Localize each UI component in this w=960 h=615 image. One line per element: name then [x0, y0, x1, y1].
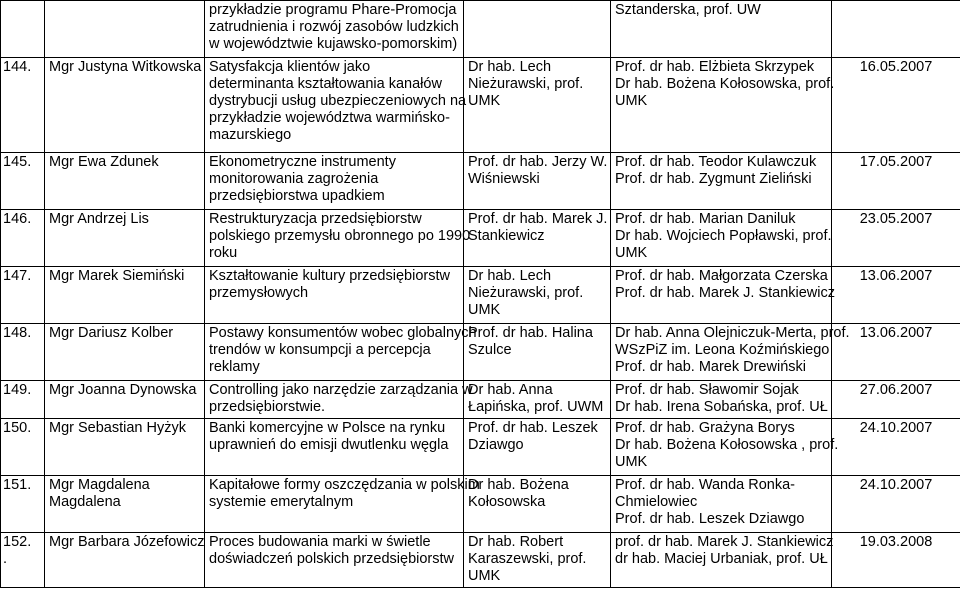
candidate-name-cell: [45, 210, 205, 267]
cell-text-line: Prof. dr hab. Zygmunt Zieliński: [615, 171, 812, 187]
table-row: [1, 476, 960, 533]
cell-text-line: Prof. dr hab. Halina: [468, 325, 593, 341]
cell-text-line: Sztanderska, prof. UW: [615, 2, 761, 18]
cell-text-line: Prof. dr hab. Elżbieta Skrzypek: [615, 59, 815, 75]
row-number-cell: [1, 324, 45, 381]
reviewers-cell: [611, 1, 832, 58]
candidate-name-cell: [45, 153, 205, 210]
cell-text-line: Dr hab. Wojciech Popławski, prof.: [615, 228, 832, 244]
row-number-cell: [1, 476, 45, 533]
cell-text-line: Mgr Magdalena: [49, 477, 150, 493]
defense-date-cell: [832, 324, 960, 381]
cell-text-line: Mgr Marek Siemiński: [49, 268, 185, 284]
cell-text-line: Satysfakcja klientów jako: [209, 59, 371, 75]
promoter-cell: [464, 533, 611, 588]
cell-text-line: [3, 2, 40, 19]
cell-text-line: Prof. dr hab. Jerzy W.: [468, 154, 608, 170]
promoter-cell: [464, 419, 611, 476]
table-row: [1, 533, 960, 588]
cell-text-line: UMK: [615, 245, 648, 261]
reviewers-cell: [611, 267, 835, 324]
defense-date-cell: [832, 533, 960, 588]
cell-text-line: Chmielowiec: [615, 494, 698, 510]
cell-text-line: Prof. dr hab. Marek J. Stankiewicz: [615, 285, 835, 301]
cell-text-line: Ekonometryczne instrumenty: [209, 154, 396, 170]
cell-text-line: Prof. dr hab. Teodor Kulawczuk: [615, 154, 817, 170]
thesis-topic-cell: [205, 476, 480, 533]
defense-date-cell: [832, 267, 960, 324]
candidate-name-cell: [45, 58, 205, 153]
cell-text-line: Prof. dr hab. Sławomir Sojak: [615, 382, 799, 398]
candidate-name-cell: [45, 476, 205, 533]
cell-text-line: dr hab. Maciej Urbaniak, prof. UŁ: [615, 551, 828, 567]
candidate-name-cell: [45, 419, 205, 476]
cell-text-line: WSzPiZ im. Leona Koźmińskiego: [615, 342, 830, 358]
cell-text-line: zatrudnienia i rozwój zasobów ludzkich: [209, 19, 459, 35]
cell-text-line: Dr hab. Anna: [468, 382, 553, 398]
cell-text-line: Wiśniewski: [468, 171, 540, 187]
cell-text-line: przykładzie programu Phare-Promocja: [209, 2, 457, 18]
defense-date-cell: [832, 210, 960, 267]
candidate-name-cell: [45, 1, 205, 58]
cell-text-line: Controlling jako narzędzie zarządzania w: [209, 382, 473, 398]
reviewers-cell: [611, 419, 839, 476]
cell-text-line: Szulce: [468, 342, 512, 358]
cell-text-line: Dr hab. Bożena: [468, 477, 569, 493]
cell-text-line: 145.: [3, 154, 32, 170]
defense-date-cell: [832, 381, 960, 419]
cell-text-line: UMK: [615, 93, 648, 109]
cell-text-line: [836, 2, 956, 19]
cell-text-line: 19.03.2008: [859, 534, 933, 550]
cell-text-line: UMK: [615, 454, 648, 470]
cell-text-line: Karaszewski, prof.: [468, 551, 587, 567]
cell-text-line: Prof. dr hab. Marek Drewiński: [615, 359, 806, 375]
reviewers-cell: [611, 324, 850, 381]
cell-text-line: Mgr Sebastian Hyżyk: [49, 420, 186, 436]
row-number-cell: [1, 533, 45, 588]
promoter-cell: [464, 381, 611, 419]
cell-text-line: prof. dr hab. Marek J. Stankiewicz: [615, 534, 834, 550]
cell-text-line: doświadczeń polskich przedsiębiorstw: [209, 551, 455, 567]
cell-text-line: przedsiębiorstwie.: [209, 399, 326, 415]
row-number-cell: [1, 419, 45, 476]
cell-text-line: Mgr Ewa Zdunek: [49, 154, 159, 170]
cell-text-line: dystrybucji usług ubezpieczeniowych na: [209, 93, 467, 109]
row-number-cell: [1, 381, 45, 419]
promoter-cell: [464, 153, 611, 210]
row-number-cell: [1, 58, 45, 153]
defense-date-cell: [832, 419, 960, 476]
cell-text-line: mazurskiego: [209, 127, 292, 143]
defense-date-cell: [832, 58, 960, 153]
table-row: [1, 210, 960, 267]
cell-text-line: Prof. dr hab. Małgorzata Czerska: [615, 268, 828, 284]
cell-text-line: roku: [209, 245, 238, 261]
cell-text-line: Dr hab. Anna Olejniczuk-Merta, prof.: [615, 325, 850, 341]
cell-text-line: Mgr Andrzej Lis: [49, 211, 149, 227]
cell-text-line: 148.: [3, 325, 32, 341]
cell-text-line: [49, 2, 200, 19]
cell-text-line: trendów w konsumpcji a percepcja: [209, 342, 431, 358]
cell-text-line: systemie emerytalnym: [209, 494, 354, 510]
row-number-cell: [1, 1, 45, 58]
cell-text-line: Kapitałowe formy oszczędzania w polskim: [209, 477, 480, 493]
cell-text-line: Kołosowska: [468, 494, 546, 510]
defense-date-cell: [832, 1, 960, 58]
cell-text-line: UMK: [468, 302, 501, 318]
promoter-cell: [464, 58, 611, 153]
cell-text-line: reklamy: [209, 359, 260, 375]
promoter-cell: [464, 210, 611, 267]
promoter-cell: [464, 1, 611, 58]
defense-date-cell: [832, 153, 960, 210]
cell-text-line: 144.: [3, 59, 32, 75]
thesis-topic-cell: [205, 267, 464, 324]
thesis-topic-cell: [205, 58, 467, 153]
table-row: [1, 381, 960, 419]
cell-text-line: 152.: [3, 534, 32, 550]
promoter-cell: [464, 267, 611, 324]
cell-text-line: Mgr Justyna Witkowska: [49, 59, 202, 75]
cell-text-line: 16.05.2007: [859, 59, 933, 75]
cell-text-line: 146.: [3, 211, 32, 227]
cell-text-line: 151.: [3, 477, 32, 493]
cell-text-line: monitorowania zagrożenia: [209, 171, 379, 187]
cell-text-line: 150.: [3, 420, 32, 436]
row-number-cell: [1, 153, 45, 210]
row-number-cell: [1, 267, 45, 324]
reviewers-cell: [611, 153, 832, 210]
cell-text-line: uprawnień do emisji dwutlenku węgla: [209, 437, 449, 453]
cell-text-line: 13.06.2007: [859, 325, 933, 341]
cell-text-line: Prof. dr hab. Marian Daniluk: [615, 211, 796, 227]
cell-text-line: Prof. dr hab. Leszek Dziawgo: [615, 511, 805, 527]
cell-text-line: Dr hab. Irena Sobańska, prof. UŁ: [615, 399, 828, 415]
candidate-name-cell: [45, 381, 205, 419]
promoter-cell: [464, 476, 611, 533]
promoter-cell: [464, 324, 611, 381]
defense-date-cell: [832, 476, 960, 533]
cell-text-line: 24.10.2007: [859, 477, 933, 493]
table-row: [1, 419, 960, 476]
row-number-cell: [1, 210, 45, 267]
candidate-name-cell: [45, 533, 205, 588]
cell-text-line: 149.: [3, 382, 32, 398]
cell-text-line: 24.10.2007: [859, 420, 933, 436]
cell-text-line: Mgr Joanna Dynowska: [49, 382, 197, 398]
cell-text-line: 27.06.2007: [859, 382, 933, 398]
cell-text-line: Dr hab. Lech: [468, 59, 552, 75]
cell-text-line: Stankiewicz: [468, 228, 545, 244]
thesis-topic-cell: [205, 1, 464, 58]
cell-text-line: Mgr Barbara Józefowicz: [49, 534, 205, 550]
reviewers-cell: [611, 533, 832, 588]
cell-text-line: Kształtowanie kultury przedsiębiorstw: [209, 268, 450, 284]
cell-text-line: Dr hab. Bożena Kołosowska, prof.: [615, 76, 835, 92]
table-row: [1, 153, 960, 210]
cell-text-line: Postawy konsumentów wobec globalnych: [209, 325, 477, 341]
thesis-topic-cell: [205, 381, 473, 419]
cell-text-line: Magdalena: [49, 494, 121, 510]
cell-text-line: Prof. dr hab. Leszek: [468, 420, 598, 436]
cell-text-line: 23.05.2007: [859, 211, 933, 227]
cell-text-line: Nieżurawski, prof.: [468, 285, 584, 301]
cell-text-line: UMK: [468, 568, 501, 584]
table-row: [1, 267, 960, 324]
cell-text-line: w województwie kujawsko-pomorskim): [209, 36, 458, 52]
reviewers-cell: [611, 476, 832, 533]
table-row: [1, 1, 960, 58]
cell-text-line: Prof. dr hab. Wanda Ronka-: [615, 477, 795, 493]
cell-text-line: przemysłowych: [209, 285, 309, 301]
cell-text-line: Dziawgo: [468, 437, 524, 453]
cell-text-line: determinanta kształtowania kanałów: [209, 76, 442, 92]
thesis-topic-cell: [205, 324, 477, 381]
table-row: [1, 58, 960, 153]
thesis-topic-cell: [205, 419, 464, 476]
thesis-topic-cell: [205, 210, 471, 267]
cell-text-line: Banki komercyjne w Polsce na rynku: [209, 420, 446, 436]
cell-text-line: 147.: [3, 268, 32, 284]
candidate-name-cell: [45, 324, 205, 381]
cell-text-line: Dr hab. Robert: [468, 534, 564, 550]
cell-text-line: przykładzie województwa warmińsko-: [209, 110, 450, 126]
cell-text-line: 17.05.2007: [859, 154, 933, 170]
cell-text-line: Proces budowania marki w świetle: [209, 534, 431, 550]
cell-text-line: Mgr Dariusz Kolber: [49, 325, 174, 341]
cell-text-line: Dr hab. Bożena Kołosowska , prof.: [615, 437, 839, 453]
reviewers-cell: [611, 58, 835, 153]
cell-text-line: Dr hab. Lech: [468, 268, 552, 284]
cell-text-line: Restrukturyzacja przedsiębiorstw: [209, 211, 422, 227]
reviewers-cell: [611, 210, 832, 267]
cell-text-line: Nieżurawski, prof.: [468, 76, 584, 92]
cell-text-line: [468, 2, 606, 19]
candidate-name-cell: [45, 267, 205, 324]
cell-text-line: 13.06.2007: [859, 268, 933, 284]
reviewers-cell: [611, 381, 832, 419]
cell-text-line: przedsiębiorstwa upadkiem: [209, 188, 385, 204]
thesis-topic-cell: [205, 533, 464, 588]
cell-text-line: Prof. dr hab. Grażyna Borys: [615, 420, 795, 436]
cell-text-line: UMK: [468, 93, 501, 109]
cell-text-line: Łapińska, prof. UWM: [468, 399, 604, 415]
thesis-topic-cell: [205, 153, 464, 210]
table-row: [1, 324, 960, 381]
cell-text-line: polskiego przemysłu obronnego po 1990: [209, 228, 471, 244]
cell-text-line: .: [3, 551, 8, 567]
cell-text-line: Prof. dr hab. Marek J.: [468, 211, 608, 227]
